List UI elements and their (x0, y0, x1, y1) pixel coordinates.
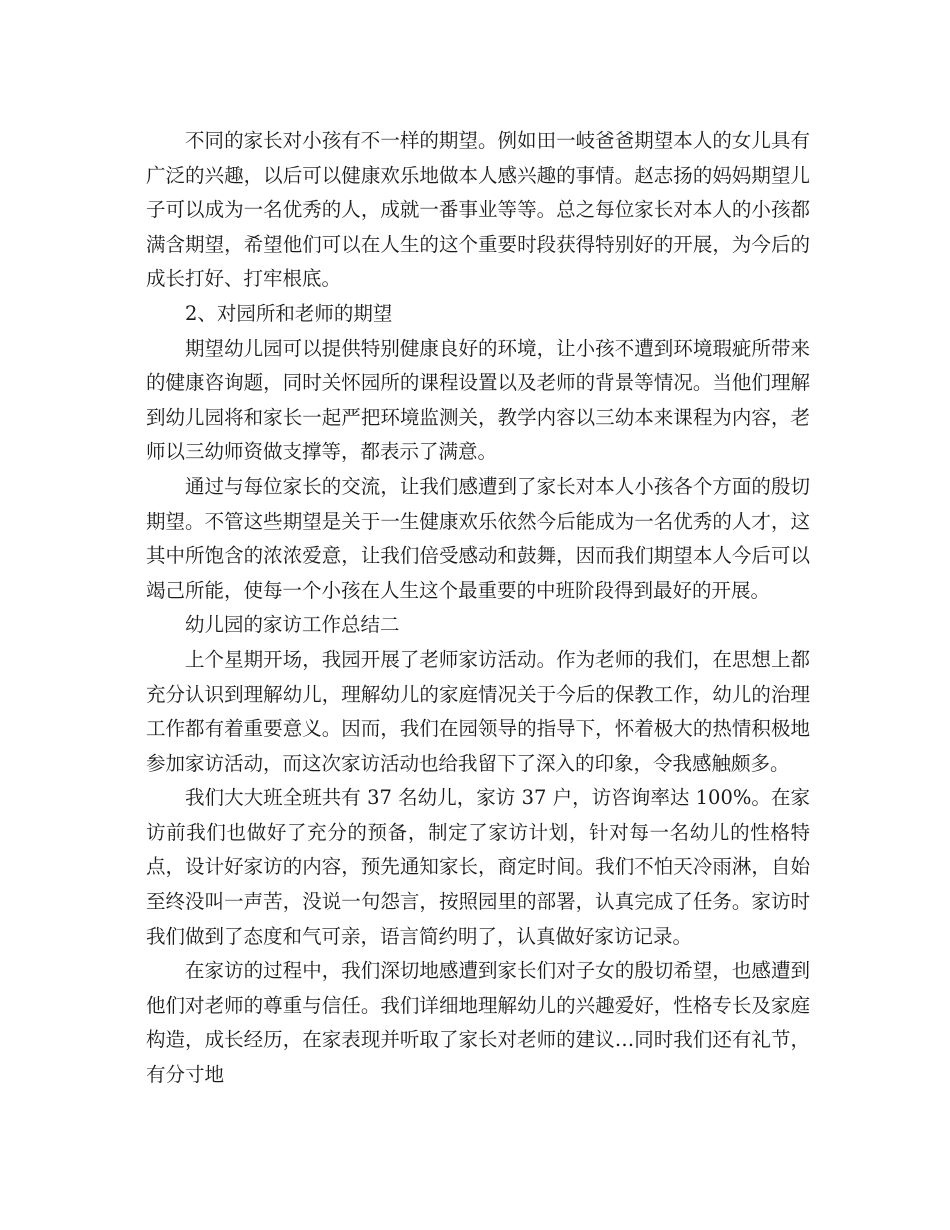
paragraph-home-visit-start: 上个星期开场，我园开展了老师家访活动。作为老师的我们，在思想上都充分认识到理解幼儿，理解幼儿的家庭情况关于今后的保教工作，幼儿的治理工作都有着重要意义。因而，我们在园领导的指导下，怀着极大的热情积极地参加家访活动，而这次家访活动也给我留下了深入的印象，令我感触颇多。 (146, 647, 810, 775)
document-body (146, 124, 810, 1093)
section-heading-kindergarten-expectations: 2、对园所和老师的期望 (185, 301, 393, 325)
paragraph-communication-summary: 通过与每位家长的交流，让我们感遭到了家长对本人小孩各个方面的殷切期望。不管这些期望是关于一生健康欢乐依然今后能成为一名优秀的人才，这其中所饱含的浓浓爱意，让我们倍受感动和鼓舞，因而我们期望本人今后可以竭己所能，使每一个小孩在人生这个最重要的中班阶段得到最好的开展。 (146, 474, 810, 602)
paragraph-environment-expectations: 期望幼儿园可以提供特别健康良好的环境，让小孩不遭到环境瑕疵所带来的健康咨询题，同时关怀园所的课程设置以及老师的背景等情况。当他们理解到幼儿园将和家长一起严把环境监测关，教学内容以三幼本来课程为内容，老师以三幼师资做支撑等，都表示了满意。 (146, 336, 810, 464)
section-heading-summary-two: 幼儿园的家访工作总结二 (185, 613, 400, 637)
paragraph-home-visit-process: 在家访的过程中，我们深切地感遭到家长们对子女的殷切希望，也感遭到他们对老师的尊重与信任。我们详细地理解幼儿的兴趣爱好，性格专长及家庭构造，成长经历，在家表现并听取了家长对老师的建议…同时我们还有礼节，有分寸地 (146, 959, 810, 1087)
paragraph-parent-expectations: 不同的家长对小孩有不一样的期望。例如田一岐爸爸期望本人的女儿具有广泛的兴趣，以后可以健康欢乐地做本人感兴趣的事情。赵志扬的妈妈期望儿子可以成为一名优秀的人，成就一番事业等等。总之每位家长对本人的小孩都满含期望，希望他们可以在人生的这个重要时段获得特别好的开展，为今后的成长打好、打牢根底。 (146, 129, 810, 291)
paragraph-home-visit-stats: 我们大大班全班共有 37 名幼儿，家访 37 户，访咨询率达 100%。在家访前我们也做好了充分的预备，制定了家访计划，针对每一名幼儿的性格特点，设计好家访的内容，预先通知家长，商定时间。我们不怕天冷雨淋，自始至终没叫一声苦，没说一句怨言，按照园里的部署，认真完成了任务。家访时我们做到了态度和气可亲，语言简约明了，认真做好家访记录。 (146, 786, 810, 948)
